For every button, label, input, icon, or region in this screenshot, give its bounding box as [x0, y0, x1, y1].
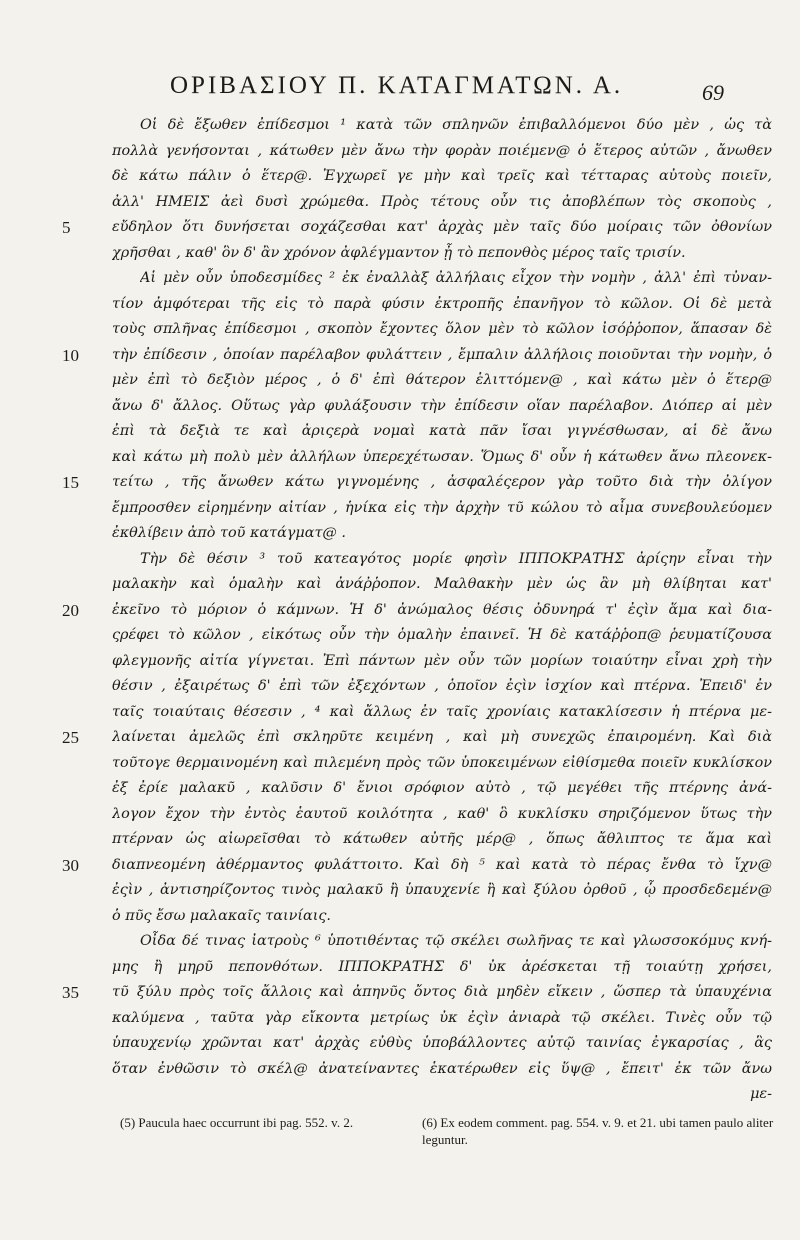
line-text: ὅταν ἐνθῶσιν τὸ σκέλ@ ἀνατείναντες ἑκατέρωθεν εἰς ὕψ@ , ἔπειτ' ἐκ τῶν ἄνω: [112, 1060, 772, 1077]
line-text: καλύμενα , ταῦτα γὰρ εἴκοντα μετρίως ὐκ ἐςὶν ἀνιαρὰ τῷ σκέλει. Τινὲς οὖν τῷ: [112, 1009, 772, 1026]
text-line: [0, 623, 800, 649]
text-line: [0, 164, 800, 190]
line-text: ὁ πῦς ἔσω μαλακαῖς ταινίαις.: [112, 907, 331, 924]
line-text: τὴν ἐπίδεσιν , ὁποίαν παρέλαβον φυλάττειν , ἔμπαλιν ἀλλήλοις ποιοῦνται τὴν νομὴν, ὁ: [112, 346, 772, 363]
text-line: [0, 394, 800, 420]
line-text: τοῦτογε θερμαινομένη καὶ πιλεμένη πρὸς τῶν ὑποκειμένων εἰθίσμεθα ποιεῖν κυκλίσκον: [112, 754, 772, 771]
line-text: πτέρναν ὡς αἰωρεῖσθαι τὸ κάτωθεν αὐτῆς μέρ@ , ὅπως ἄθλιπτος τε ἅμα καὶ: [112, 831, 772, 847]
text-line: [0, 980, 800, 1006]
text-line: [0, 725, 800, 751]
line-text: ἄνω δ' ἄλλος. Οὕτως γὰρ φυλάξουσιν τὴν ἐπίδεσιν οἵαν παρέλαβον. Διόπερ αἱ μὲν: [112, 397, 772, 414]
line-number: 15: [62, 473, 79, 492]
text-line: [0, 139, 800, 165]
text-line: [0, 827, 800, 853]
text-line: [0, 674, 800, 700]
text-line: [0, 1006, 800, 1032]
line-text: καὶ κάτω μὴ πολὺ μὲν ἀλλήλων ὑπερεχέτωσαν. Ὅμως δ' οὖν ἡ κάτωθεν ἄνω πλεονεκ-: [112, 448, 772, 465]
text-line: [0, 700, 800, 726]
line-text: ἐςὶν , ἀντισηρίζοντος τινὸς μαλακῦ ἢ ὑπαυχενίε ἢ καὶ ξύλου ὀρθοῦ , ᾧ προσδεδεμέν@: [112, 882, 772, 898]
text-line: [0, 113, 800, 139]
text-line: [0, 572, 800, 598]
text-line: [0, 266, 800, 292]
text-line: [0, 292, 800, 318]
footnote-5: (5) Paucula haec occurrunt ibi pag. 552. v. 2.: [120, 1115, 354, 1130]
line-number: 35: [62, 983, 79, 1002]
line-text: δὲ κάτω πάλιν ὁ ἕτερ@. Ἐγχωρεῖ γε μὴν καὶ τρεῖς καὶ τέτταρας αὐτοὺς ποιεῖν,: [112, 168, 772, 184]
text-line: [0, 878, 800, 904]
page-number: 69: [702, 80, 724, 105]
text-line: [0, 598, 800, 624]
line-text: εὔδηλον ὅτι δυνήσεται σοχάζεσθαι κατ' ἀρχὰς μὲν ταῖς δύο μοίραις τῶν ὀθονίων: [112, 219, 772, 235]
line-text: Οἶδα δέ τινας ἰατροὺς ⁶ ὑποτιθέντας τῷ σκέλει σωλῆνας τε καὶ γλωσσοκόμυς κνή-: [140, 933, 772, 949]
text-line: [0, 547, 800, 573]
line-text: μης ἢ μηρῦ πεπονθότων. ΙΠΠΟΚΡΑΤΗΣ δ' ὐκ ἀρέσκεται τῇ τοιαύτῃ χρήσει,: [112, 958, 772, 975]
text-line: [0, 649, 800, 675]
text-line: [0, 190, 800, 216]
line-number: 30: [62, 855, 79, 875]
greek-text-body: [0, 113, 800, 1108]
text-line: [0, 343, 800, 369]
line-number: 5: [62, 218, 71, 237]
text-line: [0, 853, 800, 879]
line-text: ἀλλ' ΗΜΕΙΣ ἀεὶ δυσὶ χρώμεθα. Πρὸς τέτους οὖν τις ἀποβλέπων τὸς σκοποὺς ,: [112, 193, 772, 210]
line-text: ὑπαυχενίῳ χρῶνται κατ' ἀρχὰς εὐθὺς ὑποβάλλοντες αὐτῷ ταινίας ἐγκαρσίας , ἃς: [112, 1035, 772, 1051]
running-title: ΟΡΙΒΑΣΙΟΥ Π. ΚΑΤΑΓΜΑΤΩΝ. Α.: [170, 72, 624, 99]
text-line: [0, 419, 800, 445]
line-number: 20: [62, 600, 79, 620]
line-text: τῦ ξύλυ πρὸς τοῖς ἄλλοις καὶ ἀπηνῦς ὄντος διὰ μηδὲν εἴκειν , ὥσπερ τὰ ὑπαυχένια: [112, 984, 772, 1000]
line-text: λογον ἔχον τὴν ἐντὸς ἑαυτοῦ κοιλότητα , καθ' ὃ κυκλίσκυ σηριζόμενον ὕτως τὴν: [112, 805, 772, 822]
line-text: ἐπὶ τὰ δεξιὰ τε καὶ ἀριςερὰ νομαὶ κατὰ πᾶν ἴσαι γιγνέσθωσαν, αἱ δὲ ἄνω: [112, 423, 772, 439]
text-line: [0, 802, 800, 828]
line-text: μὲν ἐπὶ τὸ δεξιὸν μέρος , ὁ δ' ἐπὶ θάτερον ἑλιττόμεν@ , καὶ κάτω μὲν ὁ ἕτερ@: [112, 372, 772, 388]
line-text: Τὴν δὲ θέσιν ³ τοῦ κατεαγότος μορίε φησὶν ΙΠΠΟΚΡΑΤΗΣ ἀρίςην εἶναι τὴν: [140, 550, 772, 567]
line-number: 10: [62, 345, 79, 365]
text-line: [0, 470, 800, 496]
text-line: [0, 445, 800, 471]
line-text: τοὺς σπλῆνας ἐπίδεσμοι , σκοπὸν ἔχοντες ὅλον μὲν τὸ κῶλον ἰσόῤῥοπον, ἅπασαν δὲ: [112, 321, 772, 337]
line-text: πολλὰ γενήσονται , κάτωθεν μὲν ἄνω τὴν φορὰν ποιέμεν@ ὁ ἕτερος αὐτῶν , ἄνωθεν: [112, 142, 772, 159]
text-line: [0, 751, 800, 777]
text-line: [0, 904, 800, 930]
line-text: ἔμπροσθεν εἰρημένην αἰτίαν , ἡνίκα εἰς τὴν ἀρχὴν τῦ κώλου τὸ αἷμα συνεβουλεύομεν: [112, 499, 772, 516]
text-line: [0, 215, 800, 241]
line-text: λαίνεται ἀμελῶς ἐπὶ σκληρῦτε κειμένη , καὶ μὴ συνεχῶς ἐπαιρομένη. Καὶ διὰ: [112, 729, 772, 745]
text-line: [0, 521, 800, 547]
line-text: ταῖς τοιαύταις θέσεσιν , ⁴ καὶ ἄλλως ἐν ταῖς χρονίαις κατακλίσεσιν ἡ πτέρνα με-: [112, 703, 772, 720]
text-line: [0, 1082, 800, 1108]
text-line: [0, 929, 800, 955]
line-text: μαλακὴν καὶ ὁμαλὴν καὶ ἀνάῤῥοπον. Μαλθακὴν μὲν ὡς ἂν μὴ θλίβηται κατ': [112, 576, 772, 592]
text-line: [0, 496, 800, 522]
text-line: [0, 776, 800, 802]
text-line: [0, 1031, 800, 1057]
line-text: τείτω , τῆς ἄνωθεν κάτω γιγνομένης , ἀσφαλέςερον γὰρ τοῦτο διὰ τὴν ὀλίγον: [112, 474, 772, 490]
line-text: διαπνεομένη ἀθέρμαντος φυλάττοιτο. Καὶ δὴ ⁵ καὶ κατὰ τὸ πέρας ἔνθα τὸ ἴχν@: [112, 856, 772, 873]
text-line: [0, 955, 800, 981]
line-text: τίον ἀμφότεραι τῆς εἰς τὸ παρὰ φύσιν ἐκτροπῆς ἐπανῆγον τὸ κῶλον. Οἱ δὲ μετὰ: [112, 295, 772, 312]
line-text: ςρέφει τὸ κῶλον , εἰκότως οὖν τὴν ὁμαλὴν ἐπαινεῖ. Ἡ δὲ κατάῤῥοπ@ ῥευματίζουσα: [112, 627, 772, 643]
line-text: ἐκθλίβειν ἀπὸ τοῦ κατάγματ@ .: [112, 525, 346, 541]
line-text: Οἱ δὲ ἔξωθεν ἐπίδεσμοι ¹ κατὰ τῶν σπληνῶν ἐπιβαλλόμενοι δύο μὲν , ὡς τὰ: [140, 117, 772, 133]
line-text: ἐκεῖνο τὸ μόριον ὁ κάμνων. Ἡ δ' ἀνώμαλος θέσις ὀδυνηρά τ' ἐςὶν ἅμα καὶ δια-: [112, 601, 772, 618]
line-text: με-: [750, 1086, 772, 1102]
text-line: [0, 368, 800, 394]
line-number: 25: [62, 728, 79, 747]
line-text: ἐξ ἐρίε μαλακῦ , καλῦσιν δ' ἔνιοι σρόφιον αὐτὸ , τῷ μεγέθει τῆς πτέρνης ἀνά-: [112, 780, 772, 796]
line-text: φλεγμονῆς αἰτία γίγνεται. Ἐπὶ πάντων μὲν οὖν τῶν μορίων τοιαύτην εἶναι χρὴ τὴν: [112, 652, 772, 669]
line-text: χρῆσθαι , καθ' ὃν δ' ἂν χρόνον ἀφλέγμαντον ᾖ τὸ πεπονθὸς μέρος ταῖς τρισίν.: [112, 244, 686, 261]
text-line: [0, 1057, 800, 1083]
page-header: [0, 72, 800, 106]
text-line: [0, 317, 800, 343]
line-text: Αἱ μὲν οὖν ὑποδεσμίδες ² ἐκ ἐναλλὰξ ἀλλήλαις εἶχον τὴν νομὴν , ἀλλ' ἐπὶ τὐναν-: [140, 270, 772, 286]
line-text: θέσιν , ἐξαιρέτως δ' ἐπὶ τῶν ἐξεχόντων , ὁποῖον ἐςὶν ἰσχίον καὶ πτέρνα. Ἐπειδ' ἐν: [112, 678, 772, 694]
text-line: [0, 241, 800, 267]
footnote-6: (6) Ex eodem comment. pag. 554. v. 9. et 21. ubi tamen paulo aliter leguntur.: [422, 1115, 774, 1147]
